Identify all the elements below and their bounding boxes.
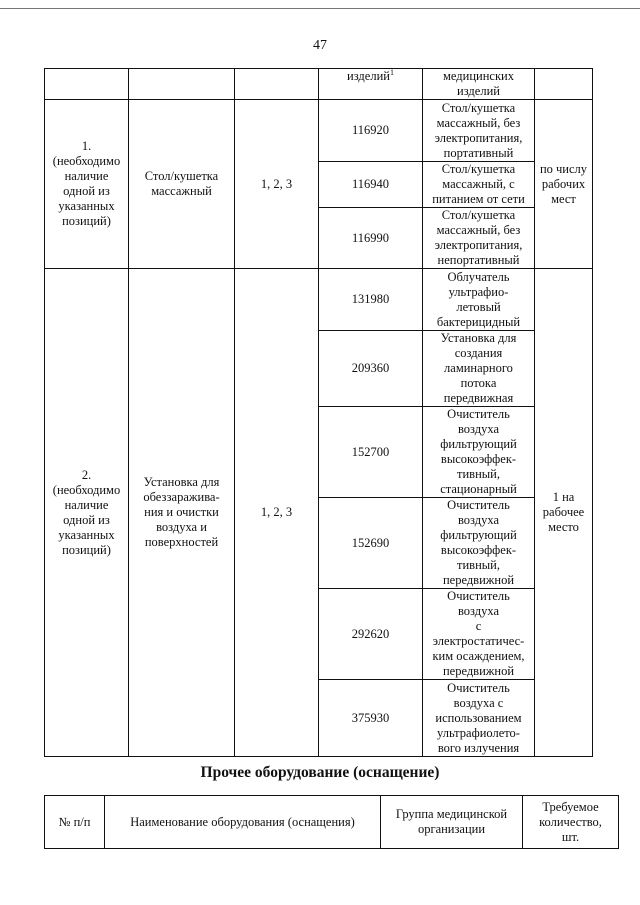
header-cell-position	[45, 69, 129, 100]
item-code-cell: 131980	[319, 269, 423, 331]
header-cell-equipment-name: Наименование оборудования (оснащения)	[105, 796, 381, 849]
equipment-table	[44, 68, 593, 757]
item-code-cell: 116920	[319, 100, 423, 162]
header-cell-description: медицинских изделий	[423, 69, 535, 100]
item-code-cell: 152700	[319, 407, 423, 498]
header-cell-name	[129, 69, 235, 100]
item-code-cell: 116990	[319, 208, 423, 269]
equipment-name-cell: Стол/кушетка массажный	[129, 100, 235, 269]
other-equipment-table	[44, 795, 619, 849]
item-description-cell: Очиститель воздуха фильтрующий высокоэффек- тивный, стационарный	[423, 407, 535, 498]
item-description-cell: Очиститель воздуха с использованием ультрафиолето- вого излучения	[423, 680, 535, 757]
item-description-cell: Стол/кушетка массажный, без электропитания, портативный	[423, 100, 535, 162]
quantity-cell: по числу рабочих мест	[535, 100, 593, 269]
section-title: Прочее оборудование (оснащение)	[200, 764, 440, 781]
header-cell-org-group: Группа медицинской организации	[381, 796, 523, 849]
quantity-cell: 1 на рабочее место	[535, 269, 593, 757]
footnote-marker: 1	[389, 68, 394, 77]
page-number: 47	[313, 38, 327, 53]
header-code-label: изделий	[347, 69, 390, 83]
header-cell-code	[319, 69, 423, 100]
position-cell: 2. (необходимо наличие одной из указанных позиций)	[45, 269, 129, 757]
header-cell-quantity	[535, 69, 593, 100]
header-cell-required-quantity: Требуемое количество, шт.	[523, 796, 619, 849]
item-description-cell: Очиститель воздуха фильтрующий высокоэффек- тивный, передвижной	[423, 498, 535, 589]
table-row	[45, 100, 593, 162]
item-description-cell: Очиститель воздуха с электростатичес- ким осаждением, передвижной	[423, 589, 535, 680]
other-table-header-row	[45, 796, 619, 849]
item-code-cell: 209360	[319, 331, 423, 407]
table-row	[45, 269, 593, 331]
item-description-cell: Облучатель ультрафио- летовый бактерицидный	[423, 269, 535, 331]
item-description-cell: Установка для создания ламинарного потока передвижная	[423, 331, 535, 407]
item-code-cell: 375930	[319, 680, 423, 757]
item-description-cell: Стол/кушетка массажный, без электропитания, непортативный	[423, 208, 535, 269]
item-code-cell: 152690	[319, 498, 423, 589]
item-code-cell: 292620	[319, 589, 423, 680]
item-code-cell: 116940	[319, 162, 423, 208]
header-cell-number: № п/п	[45, 796, 105, 849]
org-group-cell: 1, 2, 3	[235, 269, 319, 757]
item-description-cell: Стол/кушетка массажный, с питанием от сети	[423, 162, 535, 208]
equipment-name-cell: Установка для обеззаражива- ния и очистки воздуха и поверхностей	[129, 269, 235, 757]
position-cell: 1. (необходимо наличие одной из указанных позиций)	[45, 100, 129, 269]
page-top-rule	[0, 8, 640, 9]
header-cell-org-group	[235, 69, 319, 100]
org-group-cell: 1, 2, 3	[235, 100, 319, 269]
table-header-continuation-row	[45, 69, 593, 100]
